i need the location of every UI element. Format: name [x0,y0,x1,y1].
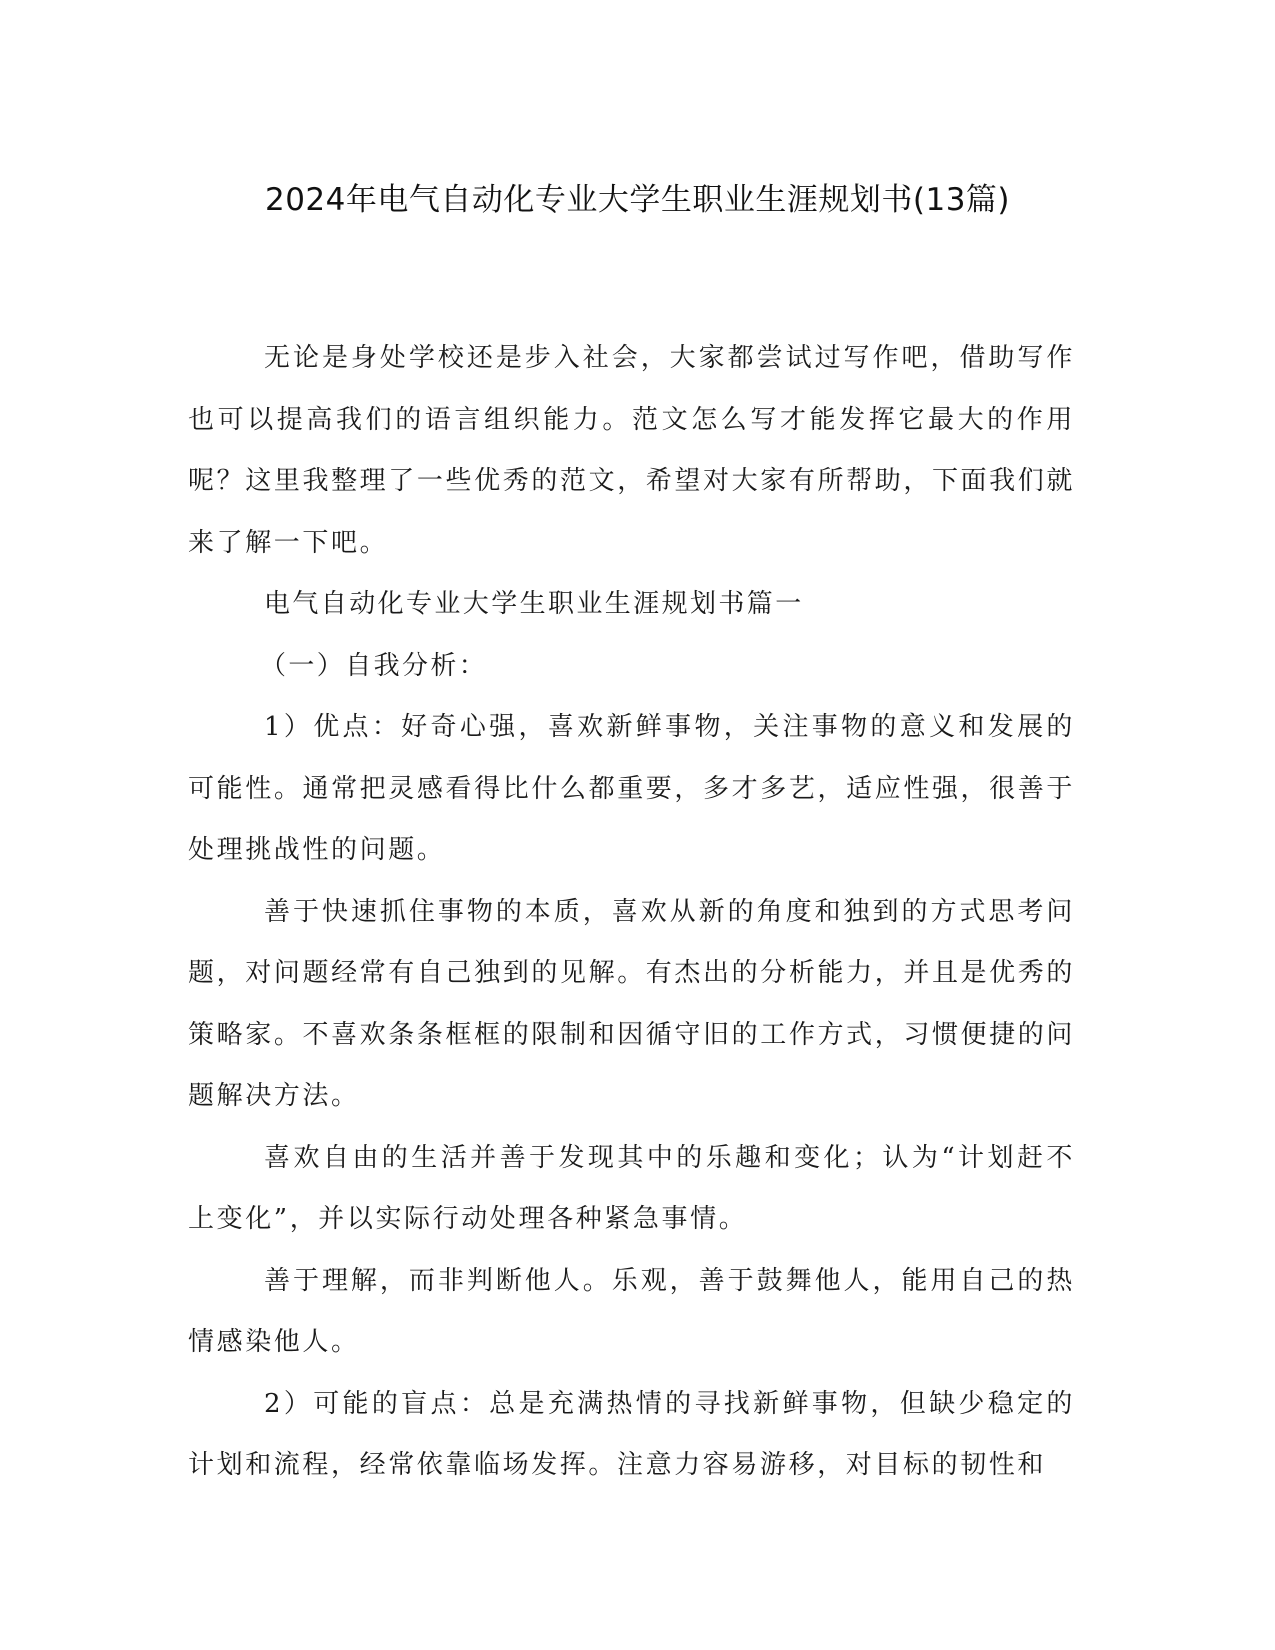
intro-paragraph: 无论是身处学校还是步入社会，大家都尝试过写作吧，借助写作也可以提高我们的语言组织能力。范文怎么写才能发挥它最大的作用呢？这里我整理了一些优秀的范文，希望对大家有所帮助，下面我们就来了解一下吧。 [188,343,1075,558]
document-body [188,328,1075,1497]
body-paragraph: 善于理解，而非判断他人。乐观，善于鼓舞他人，能用自己的热情感染他人。 [188,1265,1075,1357]
strengths-paragraph: 1）优点：好奇心强，喜欢新鲜事物，关注事物的意义和发展的可能性。通常把灵感看得比什么都重要，多才多艺，适应性强，很善于处理挑战性的问题。 [188,712,1075,865]
section-heading: 电气自动化专业大学生职业生涯规划书篇一 [264,589,804,619]
subsection-heading: （一）自我分析： [260,650,488,681]
blind-spots-paragraph: 2）可能的盲点：总是充满热情的寻找新鲜事物，但缺少稳定的计划和流程，经常依靠临场发挥。注意力容易游移，对目标的韧性和 [188,1388,1075,1480]
body-paragraph: 喜欢自由的生活并善于发现其中的乐趣和变化；认为“计划赶不上变化”，并以实际行动处理各种紧急事情。 [188,1142,1075,1234]
body-paragraph: 善于快速抓住事物的本质，喜欢从新的角度和独到的方式思考问题，对问题经常有自己独到的见解。有杰出的分析能力，并且是优秀的策略家。不喜欢条条框框的限制和因循守旧的工作方式，习惯便捷的问题解决方法。 [188,896,1075,1111]
document-title: 2024年电气自动化专业大学生职业生涯规划书(13篇) [264,182,1011,218]
